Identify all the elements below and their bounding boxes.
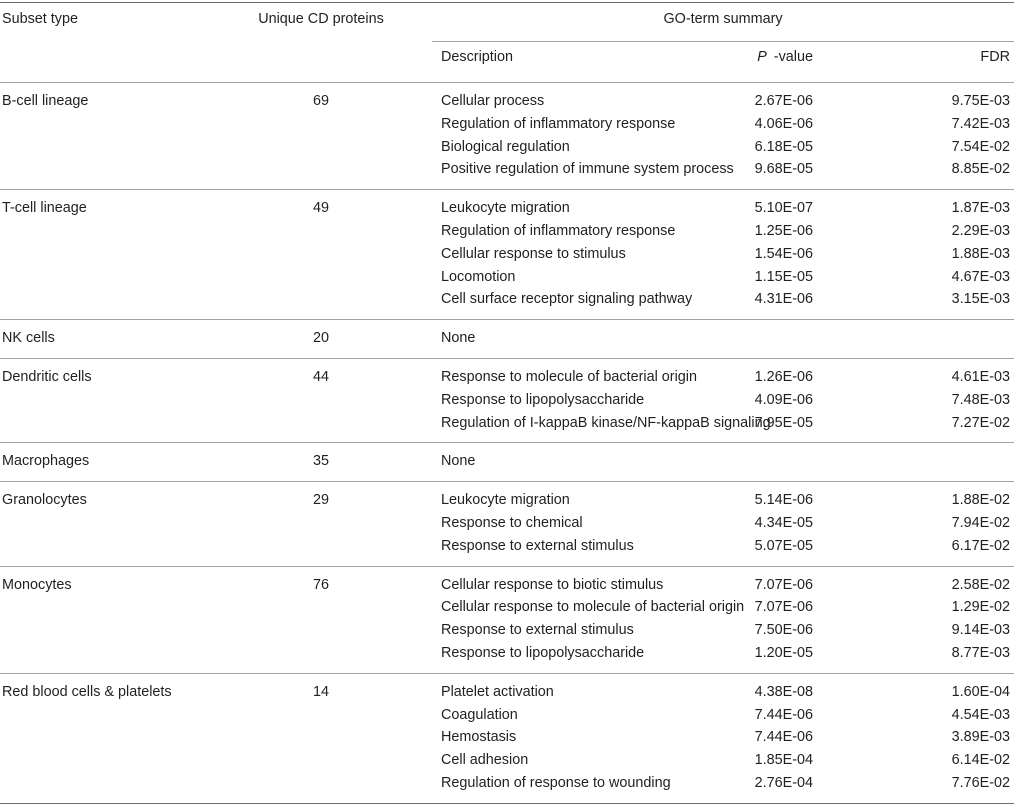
- unique-cd-cell: 69: [210, 83, 432, 113]
- fdr-cell: 7.27E-02: [951, 414, 1010, 431]
- description-cell: Regulation of response to wounding: [432, 772, 626, 803]
- pvalue-cell: [626, 726, 820, 749]
- fdr-cell: [820, 443, 1014, 482]
- subset-type-cell: [0, 642, 210, 673]
- fdr-cell: 8.77E-03: [951, 644, 1010, 661]
- description-cell: Regulation of I-kappaB kinase/NF-kappaB signaling: [441, 414, 771, 431]
- pvalue-text: 7.07E-06: [754, 599, 813, 616]
- unique-cd-cell: 44: [210, 358, 432, 388]
- unique-cd-cell: [210, 113, 432, 136]
- subset-type-cell: T-cell lineage: [0, 190, 210, 220]
- pvalue-text: 1.15E-05: [754, 268, 813, 285]
- header-unique-cd-proteins: Unique CD proteins: [210, 3, 432, 83]
- unique-cd-cell: [210, 749, 432, 772]
- pvalue-text: 4.31E-06: [754, 291, 813, 308]
- pvalue-text: 1.85E-04: [754, 752, 813, 769]
- header-go-term-summary: GO-term summary: [432, 3, 1014, 42]
- table-row: [0, 243, 1014, 266]
- subset-type-cell: [0, 535, 210, 566]
- description-cell: Response to external stimulus: [441, 537, 634, 554]
- unique-cd-cell: [210, 772, 432, 803]
- fdr-cell: 3.89E-03: [951, 729, 1010, 746]
- description-cell: Regulation of inflammatory response: [441, 115, 676, 132]
- subset-type-cell: Red blood cells & platelets: [0, 673, 210, 703]
- table-row: [0, 190, 1014, 220]
- subset-type-cell: [0, 243, 210, 266]
- table-row: [0, 535, 1014, 566]
- pvalue-text: 7.44E-06: [754, 729, 813, 746]
- description-cell: Cellular process: [432, 83, 626, 113]
- subset-type-cell: [0, 136, 210, 159]
- pvalue-cell: [626, 704, 820, 727]
- unique-cd-cell: 20: [210, 320, 432, 359]
- table-row: [0, 113, 1014, 136]
- table-row: [0, 566, 1014, 596]
- unique-cd-cell: [210, 266, 432, 289]
- pvalue-cell: [626, 243, 820, 266]
- subset-type-cell: Macrophages: [0, 443, 210, 482]
- table-row: [0, 136, 1014, 159]
- unique-cd-cell: 14: [210, 673, 432, 703]
- pvalue-text: 7.07E-06: [754, 576, 813, 593]
- pvalue-cell: [626, 673, 820, 703]
- table-row: [0, 389, 1014, 412]
- fdr-cell: 1.29E-02: [951, 599, 1010, 616]
- description-cell: Biological regulation: [441, 138, 570, 155]
- unique-cd-cell: 49: [210, 190, 432, 220]
- fdr-cell: 7.54E-02: [951, 138, 1010, 155]
- unique-cd-cell: [210, 642, 432, 673]
- fdr-cell: [820, 320, 1014, 359]
- table-row: [0, 220, 1014, 243]
- fdr-cell: 2.58E-02: [820, 566, 1014, 596]
- subset-type-cell: [0, 158, 210, 189]
- pvalue-cell: [626, 320, 820, 359]
- header-subset-type: Subset type: [0, 3, 210, 83]
- description-cell: Response to external stimulus: [441, 622, 634, 639]
- table-row: [0, 320, 1014, 359]
- unique-cd-cell: [210, 158, 432, 189]
- table-row: [0, 288, 1014, 319]
- pvalue-text: 4.34E-05: [754, 514, 813, 531]
- pvalue-cell: [626, 512, 820, 535]
- table-row: [0, 412, 1014, 443]
- header-description-text: Description: [441, 49, 513, 65]
- table-row: [0, 619, 1014, 642]
- pvalue-text: 1.54E-06: [754, 245, 813, 262]
- unique-cd-cell: [210, 596, 432, 619]
- go-term-table: [0, 2, 1014, 804]
- fdr-cell: 3.15E-03: [951, 291, 1010, 308]
- unique-cd-cell: [210, 704, 432, 727]
- description-cell: Platelet activation: [432, 673, 626, 703]
- subset-type-cell: [0, 113, 210, 136]
- pvalue-text: 6.18E-05: [754, 138, 813, 155]
- unique-cd-cell: 29: [210, 482, 432, 512]
- unique-cd-cell: 76: [210, 566, 432, 596]
- table-body: [0, 83, 1014, 804]
- pvalue-text: 5.10E-07: [754, 200, 813, 217]
- pvalue-text: 4.09E-06: [754, 391, 813, 408]
- fdr-cell: 4.61E-03: [820, 358, 1014, 388]
- pvalue-text: 1.26E-06: [754, 368, 813, 385]
- table-row: [0, 482, 1014, 512]
- description-cell: Cell surface receptor signaling pathway: [441, 291, 693, 308]
- header-pvalue-p: P: [757, 49, 767, 65]
- pvalue-text: 2.76E-04: [754, 774, 813, 791]
- description-cell: Response to chemical: [441, 514, 583, 531]
- fdr-cell: 9.14E-03: [951, 622, 1010, 639]
- table-row: [0, 596, 1014, 619]
- unique-cd-cell: [210, 412, 432, 443]
- pvalue-cell: [626, 443, 820, 482]
- header-pvalue: [626, 42, 820, 83]
- unique-cd-cell: [210, 243, 432, 266]
- pvalue-text: 1.25E-06: [754, 222, 813, 239]
- fdr-cell: 7.76E-02: [820, 772, 1014, 803]
- description-cell: Response to lipopolysaccharide: [441, 644, 645, 661]
- pvalue-cell: [626, 389, 820, 412]
- subset-type-cell: [0, 704, 210, 727]
- pvalue-text: 7.50E-06: [754, 622, 813, 639]
- pvalue-text: 4.38E-08: [754, 683, 813, 700]
- subset-type-cell: [0, 389, 210, 412]
- subset-type-cell: Dendritic cells: [0, 358, 210, 388]
- table-row: [0, 749, 1014, 772]
- fdr-cell: 4.54E-03: [951, 706, 1010, 723]
- description-cell: Cellular response to biotic stimulus: [432, 566, 626, 596]
- unique-cd-cell: [210, 535, 432, 566]
- fdr-cell: 2.29E-03: [951, 222, 1010, 239]
- pvalue-text: 1.20E-05: [754, 644, 813, 661]
- pvalue-cell: [626, 749, 820, 772]
- subset-type-cell: B-cell lineage: [0, 83, 210, 113]
- description-cell: Leukocyte migration: [432, 190, 626, 220]
- subset-type-cell: [0, 596, 210, 619]
- fdr-cell: 6.14E-02: [951, 752, 1010, 769]
- pvalue-cell: [626, 136, 820, 159]
- pvalue-cell: [626, 482, 820, 512]
- subset-type-cell: [0, 288, 210, 319]
- description-cell: Hemostasis: [441, 729, 517, 746]
- pvalue-cell: [626, 83, 820, 113]
- subset-type-cell: Monocytes: [0, 566, 210, 596]
- table-row: [0, 512, 1014, 535]
- description-cell: Cellular response to molecule of bacterial origin: [441, 599, 745, 616]
- fdr-cell: 9.75E-03: [820, 83, 1014, 113]
- table-row: [0, 266, 1014, 289]
- subset-type-cell: [0, 512, 210, 535]
- description-cell: Leukocyte migration: [432, 482, 626, 512]
- pvalue-cell: [626, 535, 820, 566]
- description-cell: None: [432, 320, 626, 359]
- unique-cd-cell: [210, 726, 432, 749]
- subset-type-cell: NK cells: [0, 320, 210, 359]
- table-row: [0, 158, 1014, 189]
- fdr-cell: 1.88E-03: [951, 245, 1010, 262]
- subset-type-cell: [0, 749, 210, 772]
- description-cell: Response to molecule of bacterial origin: [432, 358, 626, 388]
- fdr-cell: 7.42E-03: [951, 115, 1010, 132]
- unique-cd-cell: [210, 619, 432, 642]
- table-row: [0, 726, 1014, 749]
- description-cell: Regulation of inflammatory response: [441, 222, 676, 239]
- pvalue-text: 7.44E-06: [754, 706, 813, 723]
- pvalue-text: 4.06E-06: [754, 115, 813, 132]
- pvalue-text: 7.95E-05: [754, 414, 813, 431]
- unique-cd-cell: [210, 512, 432, 535]
- fdr-cell: 8.85E-02: [951, 161, 1010, 178]
- unique-cd-cell: 35: [210, 443, 432, 482]
- subset-type-cell: [0, 266, 210, 289]
- pvalue-text: 5.07E-05: [754, 537, 813, 554]
- pvalue-cell: [626, 266, 820, 289]
- subset-type-cell: [0, 220, 210, 243]
- description-cell: Cell adhesion: [441, 752, 529, 769]
- description-cell: Coagulation: [441, 706, 518, 723]
- subset-type-cell: [0, 412, 210, 443]
- fdr-cell: 6.17E-02: [951, 537, 1010, 554]
- unique-cd-cell: [210, 220, 432, 243]
- pvalue-text: 9.68E-05: [754, 161, 813, 178]
- table-row: [0, 673, 1014, 703]
- header-fdr: FDR: [820, 42, 1014, 83]
- header-description: [432, 42, 626, 83]
- unique-cd-cell: [210, 288, 432, 319]
- pvalue-text: 2.67E-06: [754, 93, 813, 109]
- fdr-cell: 1.87E-03: [820, 190, 1014, 220]
- description-cell: Response to lipopolysaccharide: [441, 391, 645, 408]
- pvalue-cell: [626, 190, 820, 220]
- unique-cd-cell: [210, 389, 432, 412]
- table-row: [0, 443, 1014, 482]
- description-cell: None: [432, 443, 626, 482]
- header-pvalue-rest: -value: [773, 49, 813, 65]
- fdr-cell: 4.67E-03: [951, 268, 1010, 285]
- fdr-cell: 7.48E-03: [951, 391, 1010, 408]
- header-row-1: [0, 3, 1014, 42]
- table-row: [0, 704, 1014, 727]
- pvalue-cell: [626, 642, 820, 673]
- fdr-cell: 1.60E-04: [820, 673, 1014, 703]
- subset-type-cell: [0, 772, 210, 803]
- table-row: [0, 83, 1014, 113]
- description-cell: Cellular response to stimulus: [441, 245, 626, 262]
- subset-type-cell: [0, 726, 210, 749]
- fdr-cell: 7.94E-02: [951, 514, 1010, 531]
- table-row: [0, 642, 1014, 673]
- pvalue-text: 5.14E-06: [754, 492, 813, 509]
- pvalue-cell: [626, 619, 820, 642]
- table-row: [0, 772, 1014, 803]
- fdr-cell: 1.88E-02: [820, 482, 1014, 512]
- description-cell: Locomotion: [441, 268, 516, 285]
- unique-cd-cell: [210, 136, 432, 159]
- table-row: [0, 358, 1014, 388]
- subset-type-cell: Granolocytes: [0, 482, 210, 512]
- subset-type-cell: [0, 619, 210, 642]
- description-cell: Positive regulation of immune system process: [441, 161, 734, 178]
